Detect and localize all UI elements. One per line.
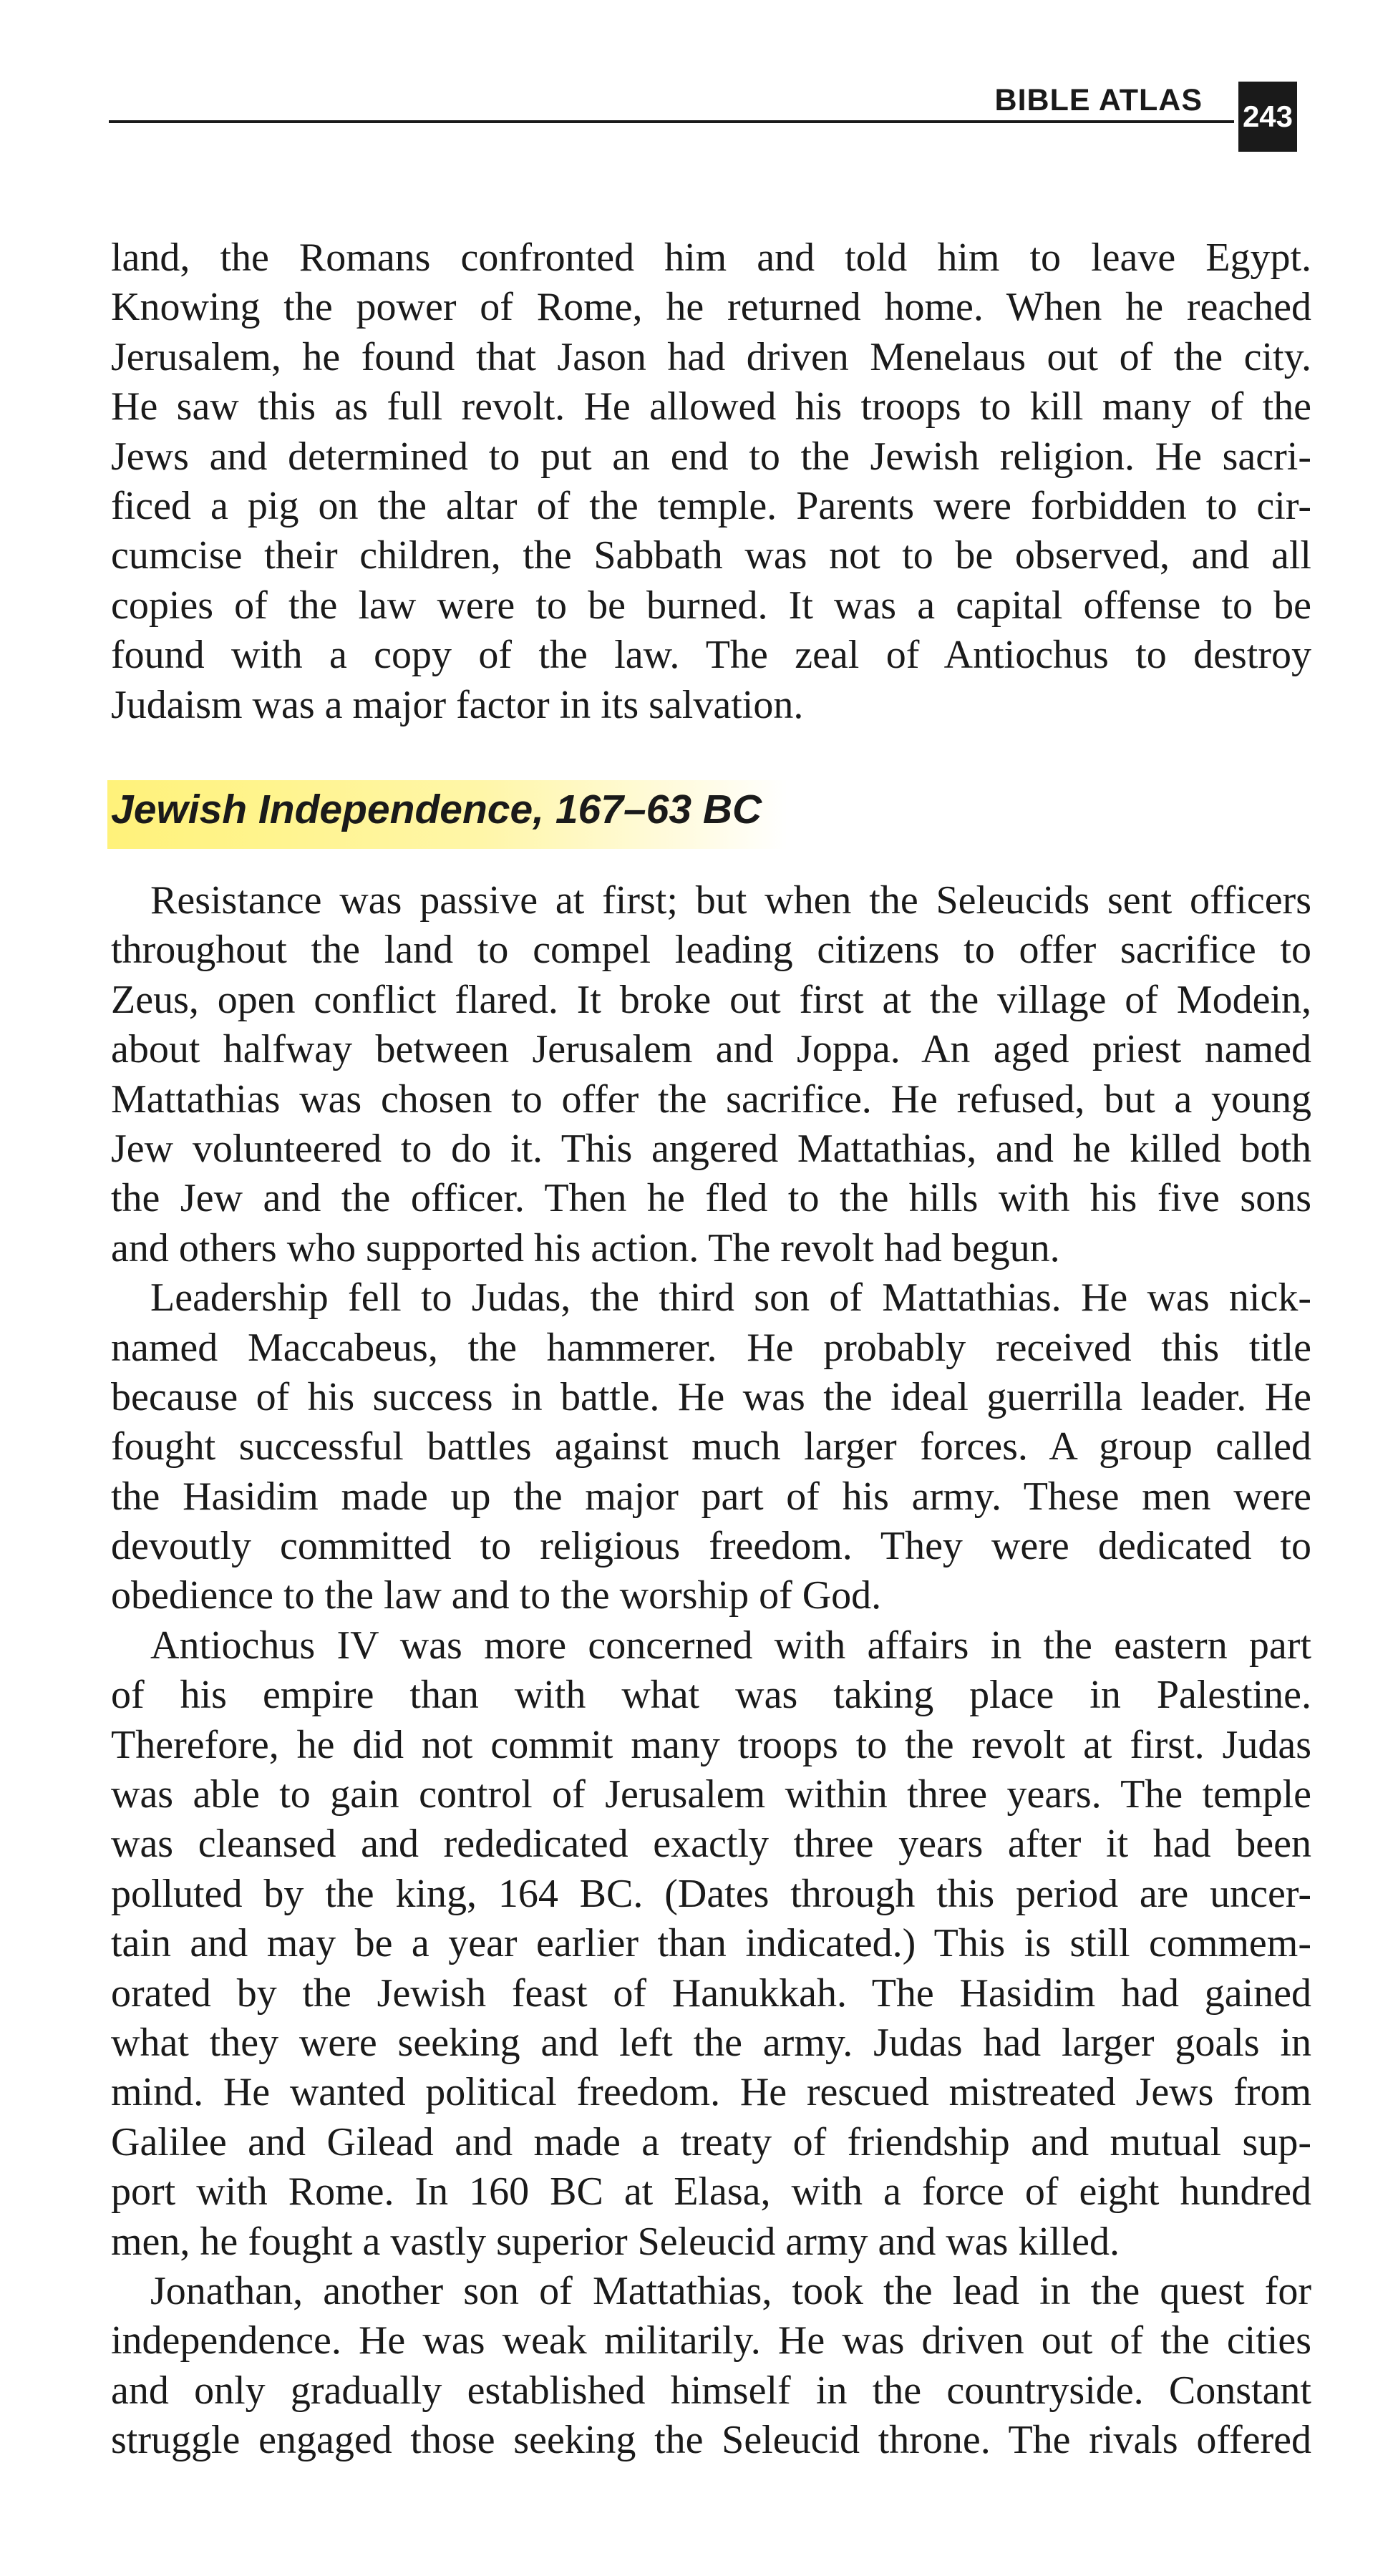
text-line: of his empire than with what was taking place in Palestine. xyxy=(111,1673,1311,1718)
text-line: obedience to the law and to the worship of God. xyxy=(111,1573,882,1618)
text-line: Jonathan, another son of Mattathias, took the lead in the quest for xyxy=(150,2268,1311,2313)
text-line: men, he fought a vastly superior Seleucid army and was killed. xyxy=(111,2219,1120,2264)
text-line: Jerusalem, he found that Jason had driven Menelaus out of the city. xyxy=(111,334,1311,379)
text-line: Jews and determined to put an end to the Jewish religion. He sacri- xyxy=(111,434,1311,479)
text-line: Mattathias was chosen to offer the sacrifice. He refused, but a young xyxy=(111,1076,1311,1122)
text-line: Resistance was passive at first; but when the Seleucids sent officers xyxy=(150,878,1311,923)
section-heading-highlight xyxy=(107,780,787,849)
text-line: was able to gain control of Jerusalem within three years. The temple xyxy=(111,1772,1311,1817)
text-line: Antiochus IV was more concerned with affairs in the eastern part xyxy=(150,1623,1311,1668)
text-line: fought successful battles against much larger forces. A group called xyxy=(111,1424,1311,1469)
text-line: cumcise their children, the Sabbath was not to be observed, and all xyxy=(111,533,1311,578)
text-line: found with a copy of the law. The zeal of Antiochus to destroy xyxy=(111,633,1311,678)
text-line: port with Rome. In 160 BC at Elasa, with a force of eight hundred xyxy=(111,2169,1311,2215)
text-line: what they were seeking and left the army. Judas had larger goals in xyxy=(111,2020,1311,2065)
text-line: Leadership fell to Judas, the third son of Mattathias. He was nick- xyxy=(150,1275,1311,1321)
text-line: devoutly committed to religious freedom. They were dedicated to xyxy=(111,1524,1311,1569)
text-line: polluted by the king, 164 BC. (Dates through this period are uncer- xyxy=(111,1871,1311,1916)
text-line: land, the Romans confronted him and told him to leave Egypt. xyxy=(111,235,1311,280)
text-line: because of his success in battle. He was the ideal guerrilla leader. He xyxy=(111,1374,1311,1419)
text-line: struggle engaged those seeking the Seleucid throne. The rivals offered xyxy=(111,2418,1311,2463)
text-line: about halfway between Jerusalem and Joppa. An aged priest named xyxy=(111,1027,1311,1072)
text-line: the Jew and the officer. Then he fled to the hills with his five sons xyxy=(111,1176,1311,1221)
text-line: throughout the land to compel leading citizens to offer sacrifice to xyxy=(111,928,1311,973)
text-line: the Hasidim made up the major part of his army. These men were xyxy=(111,1474,1311,1519)
text-line: and only gradually established himself in the countryside. Constant xyxy=(111,2368,1311,2413)
text-line: named Maccabeus, the hammerer. He probably received this title xyxy=(111,1325,1311,1370)
running-header xyxy=(109,77,1297,142)
text-line: independence. He was weak militarily. He was driven out of the cities xyxy=(111,2318,1311,2363)
text-line: Therefore, he did not commit many troops to the revolt at first. Judas xyxy=(111,1722,1311,1767)
text-line: orated by the Jewish feast of Hanukkah. The Hasidim had gained xyxy=(111,1970,1311,2016)
text-line: Jew volunteered to do it. This angered Mattathias, and he killed both xyxy=(111,1126,1311,1171)
text-line: Zeus, open conflict flared. It broke out first at the village of Modein, xyxy=(111,977,1311,1022)
text-line: tain and may be a year earlier than indicated.) This is still commem- xyxy=(111,1921,1311,1966)
text-line: Knowing the power of Rome, he returned home. When he reached xyxy=(111,285,1311,330)
text-line: ficed a pig on the altar of the temple. Parents were forbidden to cir- xyxy=(111,483,1311,528)
paragraph-continuation xyxy=(111,233,1311,730)
text-line: copies of the law were to be burned. It was a capital offense to be xyxy=(111,583,1311,628)
text-line: Galilee and Gilead and made a treaty of friendship and mutual sup- xyxy=(111,2119,1311,2164)
text-line: mind. He wanted political freedom. He rescued mistreated Jews from xyxy=(111,2070,1311,2115)
page-number: 243 xyxy=(1238,82,1297,152)
text-line: and others who supported his action. The revolt had begun. xyxy=(111,1225,1060,1270)
running-header-title: BIBLE ATLAS xyxy=(994,83,1203,117)
text-line: was cleansed and rededicated exactly three years after it had been xyxy=(111,1822,1311,1867)
text-line: Judaism was a major factor in its salvation. xyxy=(111,682,804,727)
header-rule xyxy=(109,120,1234,123)
section-heading: Jewish Independence, 167–63 BC xyxy=(111,787,762,832)
text-line: He saw this as full revolt. He allowed his troops to kill many of the xyxy=(111,384,1311,429)
paragraph xyxy=(111,876,1311,2466)
